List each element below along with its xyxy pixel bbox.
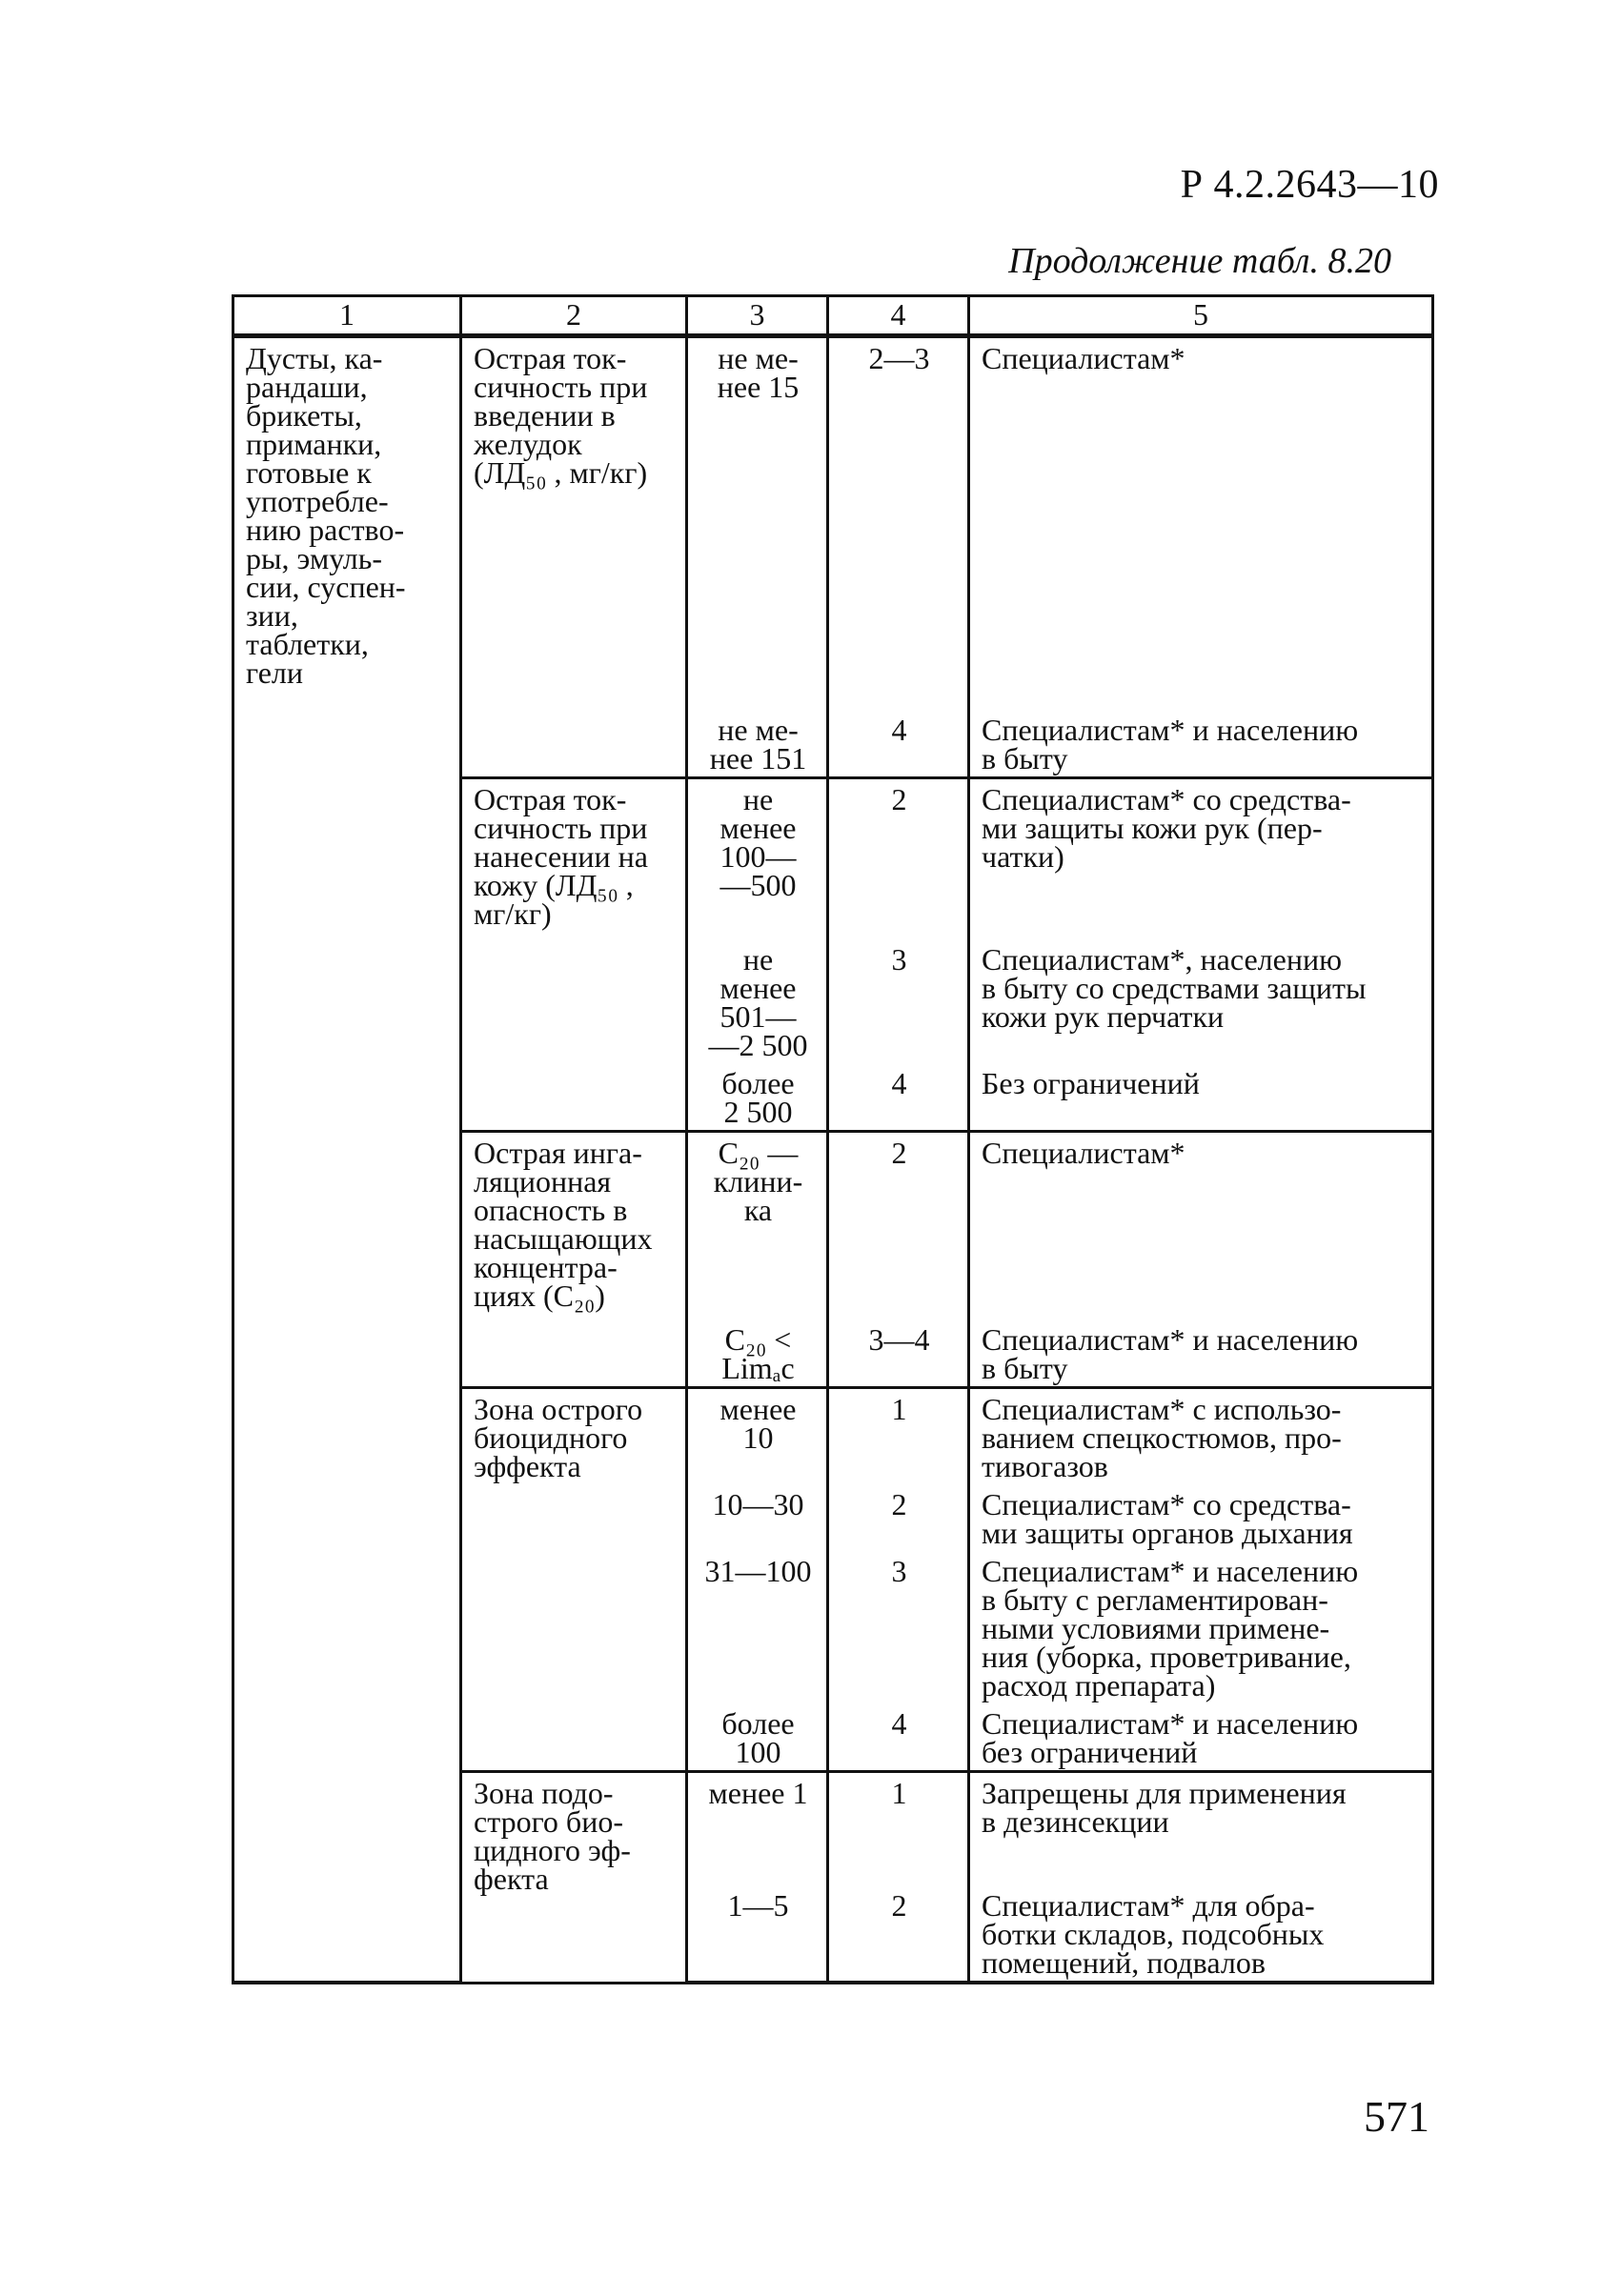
class-text: 1 (891, 1391, 907, 1426)
value-text: более 2 500 (721, 1066, 795, 1129)
value-cell (687, 777, 828, 939)
recommendation-text: Специалистам* с использо- ванием спецкостюмов, про- тивогазов (982, 1391, 1342, 1483)
recommendation-cell (969, 939, 1433, 1063)
indicator-text: Острая инга- ляционная опасность в насыщающих концентра- циях (C₂₀) (474, 1136, 653, 1313)
class-text: 2 (891, 781, 907, 816)
recommendation-text: Специалистам* (982, 1136, 1185, 1170)
class-cell (828, 1132, 969, 1319)
recommendation-cell (969, 1885, 1433, 1983)
value-text: 10—30 (712, 1486, 804, 1521)
recommendation-cell (969, 1387, 1433, 1484)
recommendation-text: Специалистам* и населению без ограничений (982, 1705, 1359, 1769)
recommendation-cell (969, 710, 1433, 778)
value-cell (687, 1551, 828, 1703)
document-code: Р 4.2.2643—10 (1180, 163, 1439, 207)
recommendation-text: Специалистам*, населению в быту со средствами защиты кожи рук перчатки (982, 942, 1367, 1034)
class-text: 2—3 (868, 341, 930, 375)
class-cell (828, 1484, 969, 1551)
value-cell (687, 1319, 828, 1388)
indicator-text: Острая ток- сичность при введении в желудок (ЛД₅₀ , мг/кг) (474, 341, 648, 490)
value-cell (687, 1703, 828, 1772)
recommendation-text: Специалистам* (982, 341, 1185, 375)
recommendation-cell (969, 1132, 1433, 1319)
value-cell (687, 710, 828, 778)
class-text: 1 (891, 1775, 907, 1810)
indicator-text: Зона острого биоцидного эффекта (474, 1391, 643, 1483)
product-form-cell (233, 336, 461, 1984)
indicator-cell (461, 1132, 687, 1388)
value-cell (687, 1063, 828, 1132)
class-text: 2 (891, 1888, 907, 1923)
value-text: не ме- нее 151 (709, 712, 807, 775)
class-text: 3 (891, 1553, 907, 1588)
class-text: 2 (891, 1136, 907, 1170)
recommendation-text: Специалистам* для обра- ботки складов, подсобных помещений, подвалов (982, 1888, 1325, 1980)
recommendation-text: Специалистам* со средства- ми защиты органов дыхания (982, 1486, 1353, 1550)
recommendation-cell (969, 336, 1433, 710)
class-cell (828, 710, 969, 778)
indicator-cell (461, 1771, 687, 1983)
indicator-text: Зона подо- строго био- цидного эф- фекта (474, 1775, 631, 1896)
recommendation-cell (969, 1703, 1433, 1772)
column-header: 3 (687, 296, 828, 336)
value-cell (687, 1771, 828, 1885)
value-text: 31—100 (704, 1553, 812, 1588)
table-header-row (233, 296, 1433, 336)
recommendation-cell (969, 777, 1433, 939)
recommendation-text: Запрещены для применения в дезинсекции (982, 1775, 1347, 1839)
value-text: не менее 501— —2 500 (708, 942, 808, 1062)
value-text: C₂₀ — клини- ка (713, 1136, 803, 1227)
indicator-text: Острая ток- сичность при нанесении на кожу (ЛД₅₀ , мг/кг) (474, 781, 648, 931)
class-cell (828, 1771, 969, 1885)
class-text: 4 (891, 1705, 907, 1741)
recommendation-text: Специалистам* со средства- ми защиты кожи рук (пер- чатки) (982, 781, 1351, 874)
indicator-cell (461, 777, 687, 1132)
value-text: 1—5 (727, 1888, 789, 1923)
value-cell (687, 1484, 828, 1551)
value-text: менее 10 (719, 1391, 797, 1455)
class-cell (828, 777, 969, 939)
class-cell (828, 1063, 969, 1132)
class-cell (828, 1885, 969, 1983)
table-row (233, 336, 1433, 710)
recommendation-text: Специалистам* и населению в быту с регламентирован- ными условиями примене- ния (уборка, проветривание, расход препарата) (982, 1553, 1359, 1702)
class-cell (828, 1387, 969, 1484)
value-cell (687, 939, 828, 1063)
value-text: не ме- нее 15 (717, 341, 800, 404)
value-cell (687, 1387, 828, 1484)
value-text: менее 1 (708, 1775, 808, 1810)
class-text: 4 (891, 712, 907, 747)
recommendation-text: Специалистам* и населению в быту (982, 1321, 1359, 1385)
value-text: C₂₀ < Limₐc (721, 1321, 795, 1385)
column-header: 1 (233, 296, 461, 336)
recommendation-text: Специалистам* и населению в быту (982, 712, 1359, 775)
recommendation-text: Без ограничений (982, 1066, 1200, 1100)
column-header: 4 (828, 296, 969, 336)
recommendation-cell (969, 1551, 1433, 1703)
class-cell (828, 939, 969, 1063)
recommendation-cell (969, 1319, 1433, 1388)
class-cell (828, 1551, 969, 1703)
class-cell (828, 1703, 969, 1772)
value-text: более 100 (721, 1705, 795, 1769)
indicator-cell (461, 336, 687, 778)
value-cell (687, 336, 828, 710)
recommendation-cell (969, 1063, 1433, 1132)
recommendation-cell (969, 1484, 1433, 1551)
value-cell (687, 1132, 828, 1319)
class-text: 3—4 (868, 1321, 930, 1357)
product-form-text: Дусты, ка- рандаши, брикеты, приманки, готовые к употребле- нию раство- ры, эмуль- сии, суспен- зии, таблетки, гели (246, 341, 406, 690)
table-caption: Продолжение табл. 8.20 (1008, 241, 1391, 281)
value-text: не менее 100— —500 (719, 781, 797, 902)
value-cell (687, 1885, 828, 1983)
class-cell (828, 1319, 969, 1388)
column-header: 5 (969, 296, 1433, 336)
toxicity-table (232, 294, 1434, 1984)
class-text: 4 (891, 1066, 907, 1100)
class-cell (828, 336, 969, 710)
recommendation-cell (969, 1771, 1433, 1885)
page-number: 571 (1364, 2092, 1429, 2141)
class-text: 3 (891, 942, 907, 977)
class-text: 2 (891, 1486, 907, 1521)
indicator-cell (461, 1387, 687, 1771)
column-header: 2 (461, 296, 687, 336)
